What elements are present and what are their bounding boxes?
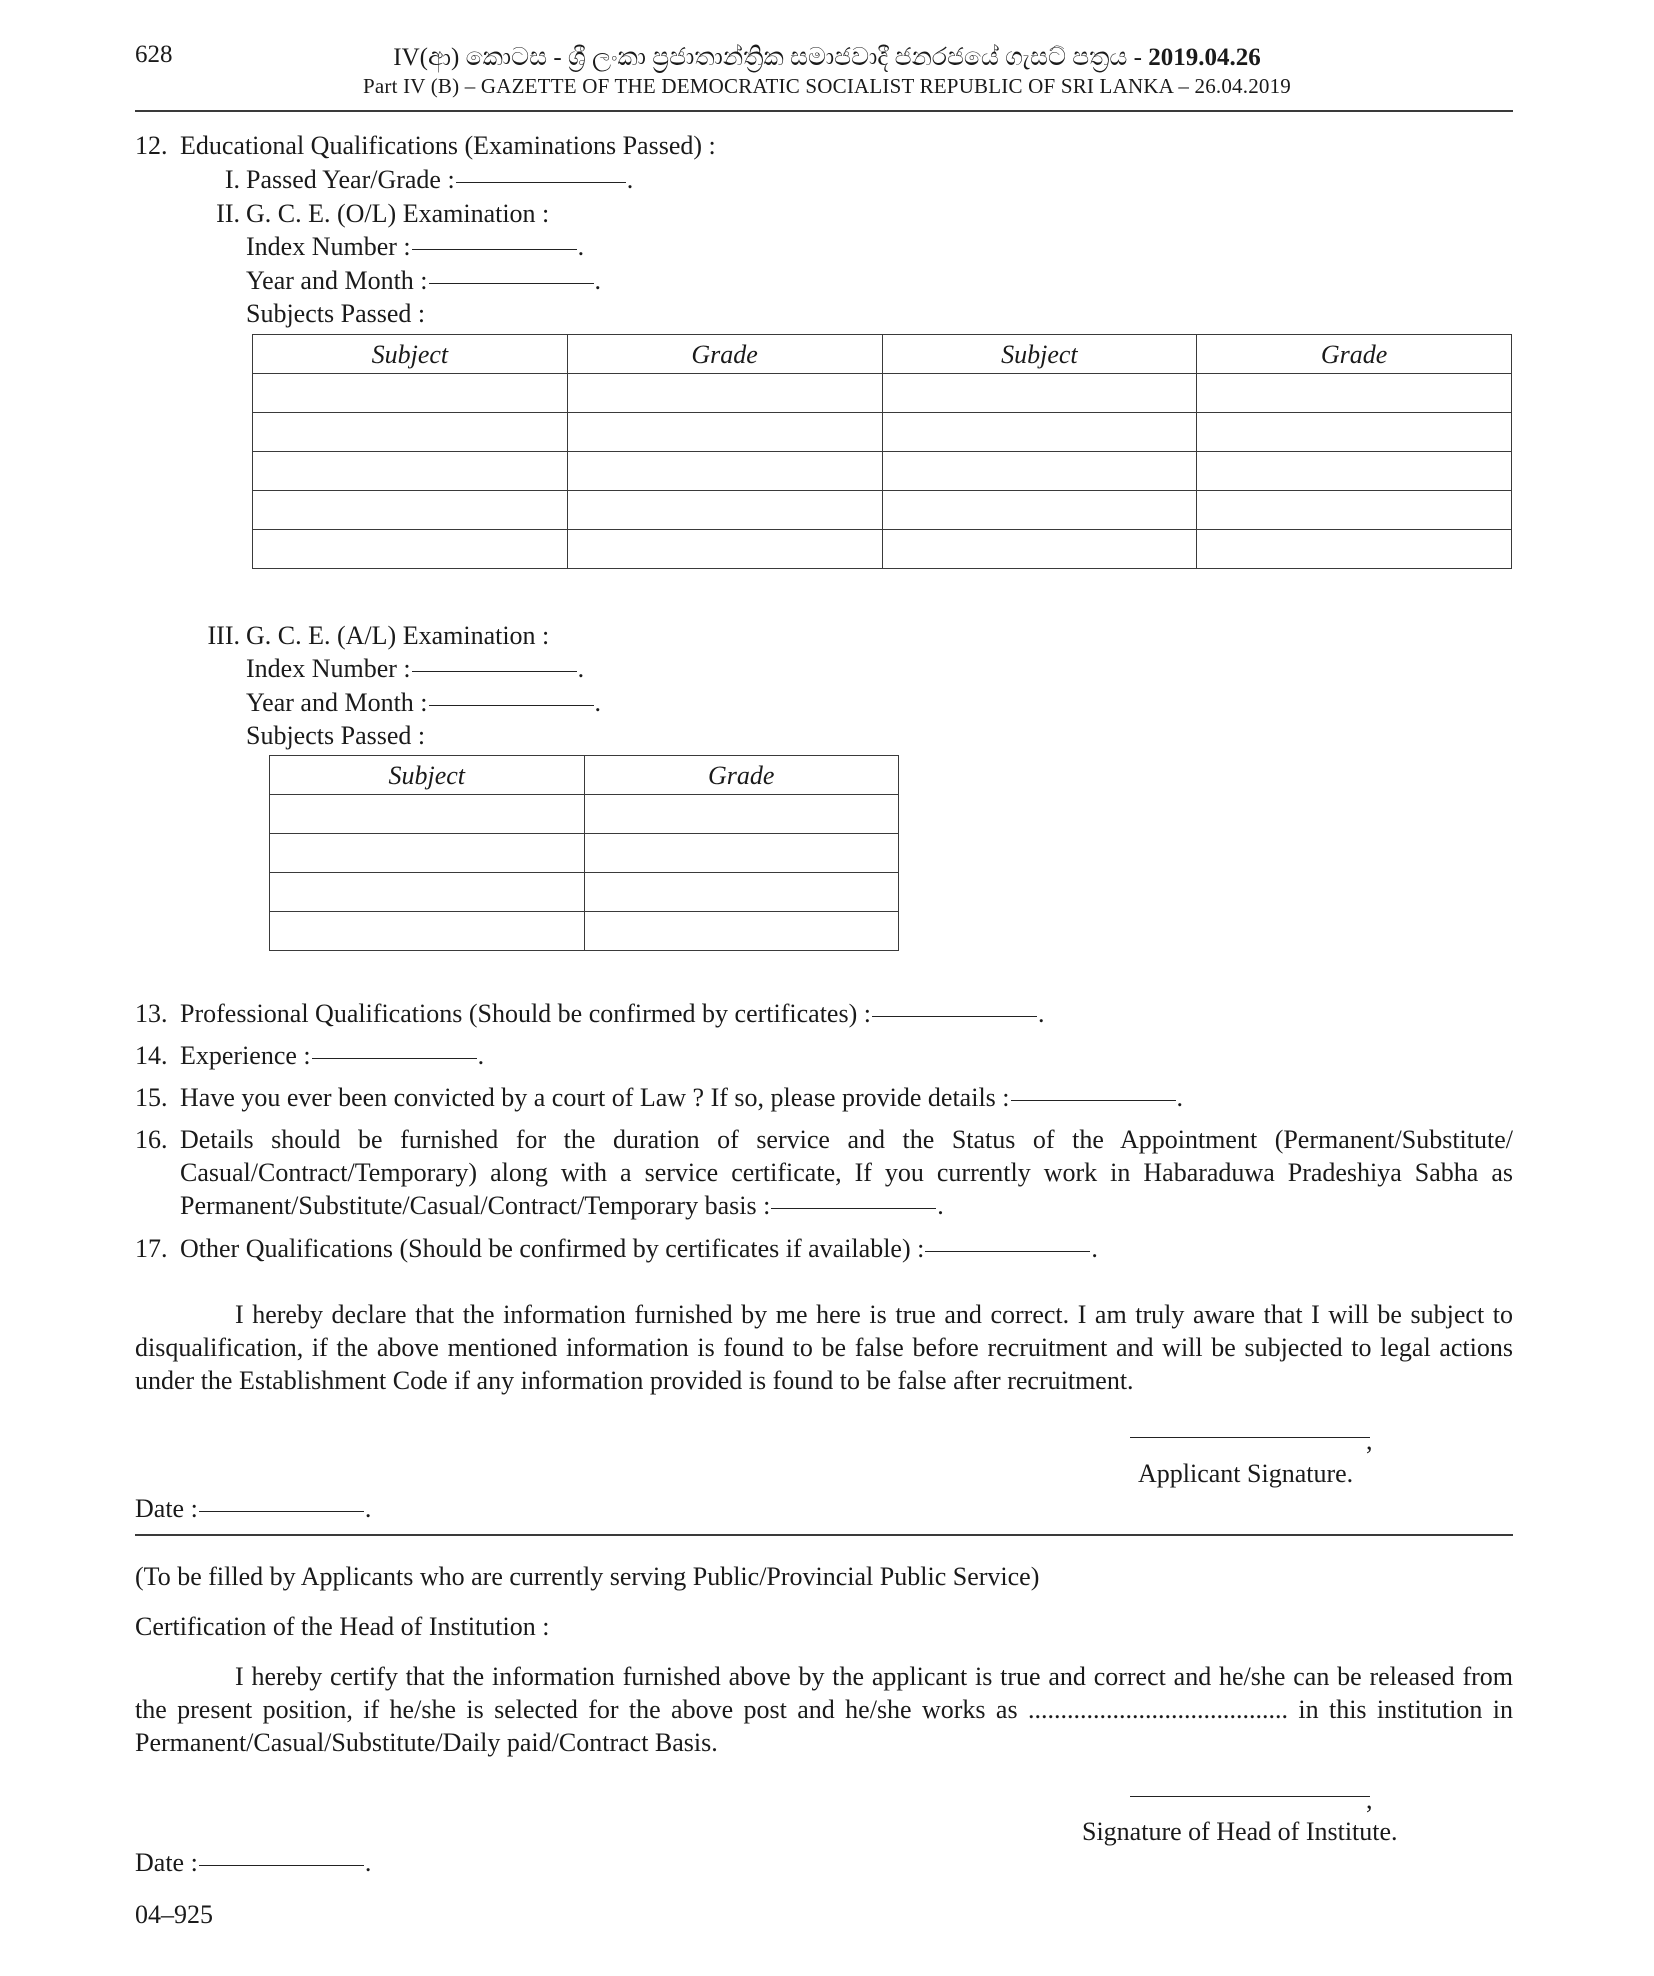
- table-cell[interactable]: [584, 834, 899, 873]
- table-header-subject: Subject: [882, 335, 1197, 374]
- table-row: [270, 873, 899, 912]
- sinhala-date: 2019.04.26: [1148, 44, 1261, 71]
- q16-number: 16.: [135, 1125, 168, 1154]
- head-signature-label: Signature of Head of Institute.: [1082, 1817, 1398, 1846]
- q12-i-blank: [456, 182, 626, 183]
- q13-number: 13.: [135, 999, 168, 1028]
- q17-line: 17. Other Qualifications (Should be confirmed by certificates if available) : .: [135, 1234, 1098, 1263]
- q14-blank: [312, 1058, 477, 1059]
- q15-number: 15.: [135, 1083, 168, 1112]
- applicant-date-line: Date : .: [135, 1494, 372, 1523]
- table-cell[interactable]: [882, 452, 1197, 491]
- table-header-subject: Subject: [270, 756, 585, 795]
- table-cell[interactable]: [584, 912, 899, 951]
- table-cell[interactable]: [584, 795, 899, 834]
- table-cell[interactable]: [882, 530, 1197, 569]
- q12-iii-index-label: Index Number :: [246, 654, 411, 683]
- certification-paragraph: [135, 1660, 1513, 1759]
- applicant-date-label: Date :: [135, 1494, 198, 1523]
- table-header-grade: Grade: [1197, 335, 1512, 374]
- table-header-subject: Subject: [253, 335, 568, 374]
- table-cell[interactable]: [253, 413, 568, 452]
- q12-iii-index-line: Index Number : .: [246, 654, 585, 683]
- head-date-label: Date :: [135, 1848, 198, 1877]
- sinhala-title-text: IV(ආ) කොටස - ශ්‍රී ලංකා ප්‍රජාතාන්ත්‍රික සමාජවාදී ජනරජයේ ගැසට් පත්‍රය -: [393, 44, 1149, 71]
- table-cell[interactable]: [584, 873, 899, 912]
- q16-paragraph: 16. Details should be furnished for the duration of service and the Status of the Appointment (Permanent/Substitute/ Casual/Contract/Temporary) along with a service certificate, If you currently work in Habaraduwa Pradeshiya Sabha as Permanent/Substitute/Casual/Contract/Temporary basis : .: [135, 1125, 1513, 1220]
- q12-title: Educational Qualifications (Examinations Passed) :: [180, 131, 716, 160]
- head-signature-line: [1130, 1796, 1370, 1797]
- q14-number: 14.: [135, 1041, 168, 1070]
- table-header-grade: Grade: [584, 756, 899, 795]
- table-cell[interactable]: [567, 374, 882, 413]
- q12-heading: [135, 129, 716, 162]
- q12-ii-subjects-label: Subjects Passed :: [246, 299, 426, 328]
- q12-ii-index-label: Index Number :: [246, 232, 411, 261]
- table-cell[interactable]: [567, 452, 882, 491]
- q16-blank: [771, 1208, 936, 1209]
- q12-ii-year-label: Year and Month :: [246, 266, 428, 295]
- table-cell[interactable]: [882, 413, 1197, 452]
- table-row: [270, 912, 899, 951]
- table-cell[interactable]: [1197, 413, 1512, 452]
- q12-iii-index-blank: [412, 671, 577, 672]
- table-cell[interactable]: [1197, 452, 1512, 491]
- q14-text: Experience :: [180, 1041, 311, 1070]
- certification-dots: ........................................: [1027, 1695, 1288, 1724]
- applicant-signature-label: Applicant Signature.: [1138, 1459, 1354, 1488]
- ol-subjects-table: [252, 334, 1512, 569]
- q12-ii-label: G. C. E. (O/L) Examination :: [246, 199, 550, 228]
- section-divider: [135, 1534, 1513, 1536]
- table-cell[interactable]: [567, 491, 882, 530]
- table-cell[interactable]: [270, 834, 585, 873]
- table-cell[interactable]: [567, 413, 882, 452]
- applicant-signature-line: [1130, 1437, 1370, 1438]
- q12-iii-year-line: Year and Month : .: [246, 688, 602, 717]
- q12-ii-number: II.: [216, 199, 240, 228]
- q14-line: 14. Experience : .: [135, 1041, 485, 1070]
- table-row: [253, 374, 1512, 413]
- q17-number: 17.: [135, 1234, 168, 1263]
- certification-text-after: in this institution in Permanent/Casual/Substitute/Daily paid/Contract Basis.: [135, 1695, 1514, 1757]
- q12-ii-year-line: Year and Month : .: [246, 266, 602, 295]
- q12-iii-label: G. C. E. (A/L) Examination :: [246, 621, 550, 650]
- header-rule: [135, 110, 1513, 112]
- table-cell[interactable]: [270, 912, 585, 951]
- q12-iii-subjects-label: Subjects Passed :: [246, 721, 426, 750]
- q13-blank: [872, 1016, 1037, 1017]
- q12-ii-index-blank: [412, 249, 577, 250]
- table-row: [270, 834, 899, 873]
- q12-i-line: Passed Year/Grade : .: [246, 165, 634, 194]
- head-date-line: Date : .: [135, 1848, 372, 1877]
- q12-i-number: I.: [224, 165, 240, 194]
- table-row: [253, 491, 1512, 530]
- table-cell[interactable]: [882, 491, 1197, 530]
- certification-text-before: I hereby certify that the information furnished above by the applicant is true and correct and he/she can be released from the present position, if he/she is selected for the above post and he/she works as: [135, 1662, 1513, 1724]
- table-cell[interactable]: [1197, 374, 1512, 413]
- q12-iii-number: III.: [207, 621, 240, 650]
- table-row: [253, 452, 1512, 491]
- q17-blank: [925, 1251, 1090, 1252]
- table-cell[interactable]: [253, 530, 568, 569]
- q12-i-label: Passed Year/Grade :: [246, 165, 455, 194]
- q12-ii-index-line: Index Number : .: [246, 232, 585, 261]
- q13-text: Professional Qualifications (Should be confirmed by certificates) :: [180, 999, 871, 1028]
- q15-blank: [1011, 1100, 1176, 1101]
- table-cell[interactable]: [270, 873, 585, 912]
- table-row: [270, 795, 899, 834]
- table-cell[interactable]: [1197, 491, 1512, 530]
- table-cell[interactable]: [253, 374, 568, 413]
- gazette-title-english: Part IV (B) – GAZETTE OF THE DEMOCRATIC SOCIALIST REPUBLIC OF SRI LANKA – 26.04.2019: [363, 74, 1291, 98]
- q15-line: 15. Have you ever been convicted by a court of Law ? If so, please provide details : .: [135, 1083, 1184, 1112]
- head-date-blank: [199, 1865, 364, 1866]
- page-number: 628: [135, 41, 173, 68]
- table-cell[interactable]: [1197, 530, 1512, 569]
- q12-number: 12.: [135, 131, 168, 160]
- applicant-date-blank: [199, 1511, 364, 1512]
- q17-text: Other Qualifications (Should be confirmed by certificates if available) :: [180, 1234, 925, 1263]
- q16-text: Details should be furnished for the duration of service and the Status of the Appointment (Permanent/Substitute/ Casual/Contract/Temporary) along with a service certificate, If you currently work in Habaraduwa Pradeshiya Sabha as Permanent/Substitute/Casual/Contract/Temporary basis :: [180, 1125, 1513, 1220]
- q12-iii-year-label: Year and Month :: [246, 688, 428, 717]
- table-header-grade: Grade: [567, 335, 882, 374]
- table-cell[interactable]: [270, 795, 585, 834]
- signature-comma: ,: [1366, 1426, 1373, 1455]
- q12-iii-year-blank: [429, 705, 594, 706]
- table-header-row: [253, 335, 1512, 374]
- service-note: (To be filled by Applicants who are currently serving Public/Provincial Public Service): [135, 1562, 1040, 1591]
- declaration-paragraph: I hereby declare that the information furnished by me here is true and correct. I am truly aware that I will be subject to disqualification, if the above mentioned information is found to be false before recruitment and will be subjected to legal actions under the Establishment Code if any information provided is found to be false after recruitment.: [135, 1300, 1513, 1395]
- table-cell[interactable]: [253, 491, 568, 530]
- table-cell[interactable]: [882, 374, 1197, 413]
- table-row: [253, 530, 1512, 569]
- q15-text: Have you ever been convicted by a court of Law ? If so, please provide details :: [180, 1083, 1010, 1112]
- table-cell[interactable]: [567, 530, 882, 569]
- head-signature-comma: ,: [1366, 1785, 1373, 1814]
- certification-title: Certification of the Head of Institution :: [135, 1612, 550, 1641]
- table-cell[interactable]: [253, 452, 568, 491]
- al-subjects-table: [269, 755, 899, 951]
- table-row: [253, 413, 1512, 452]
- q12-ii-year-blank: [429, 283, 594, 284]
- footer-code: 04–925: [135, 1900, 213, 1929]
- q13-line: 13. Professional Qualifications (Should be confirmed by certificates) : .: [135, 999, 1045, 1028]
- table-header-row: [270, 756, 899, 795]
